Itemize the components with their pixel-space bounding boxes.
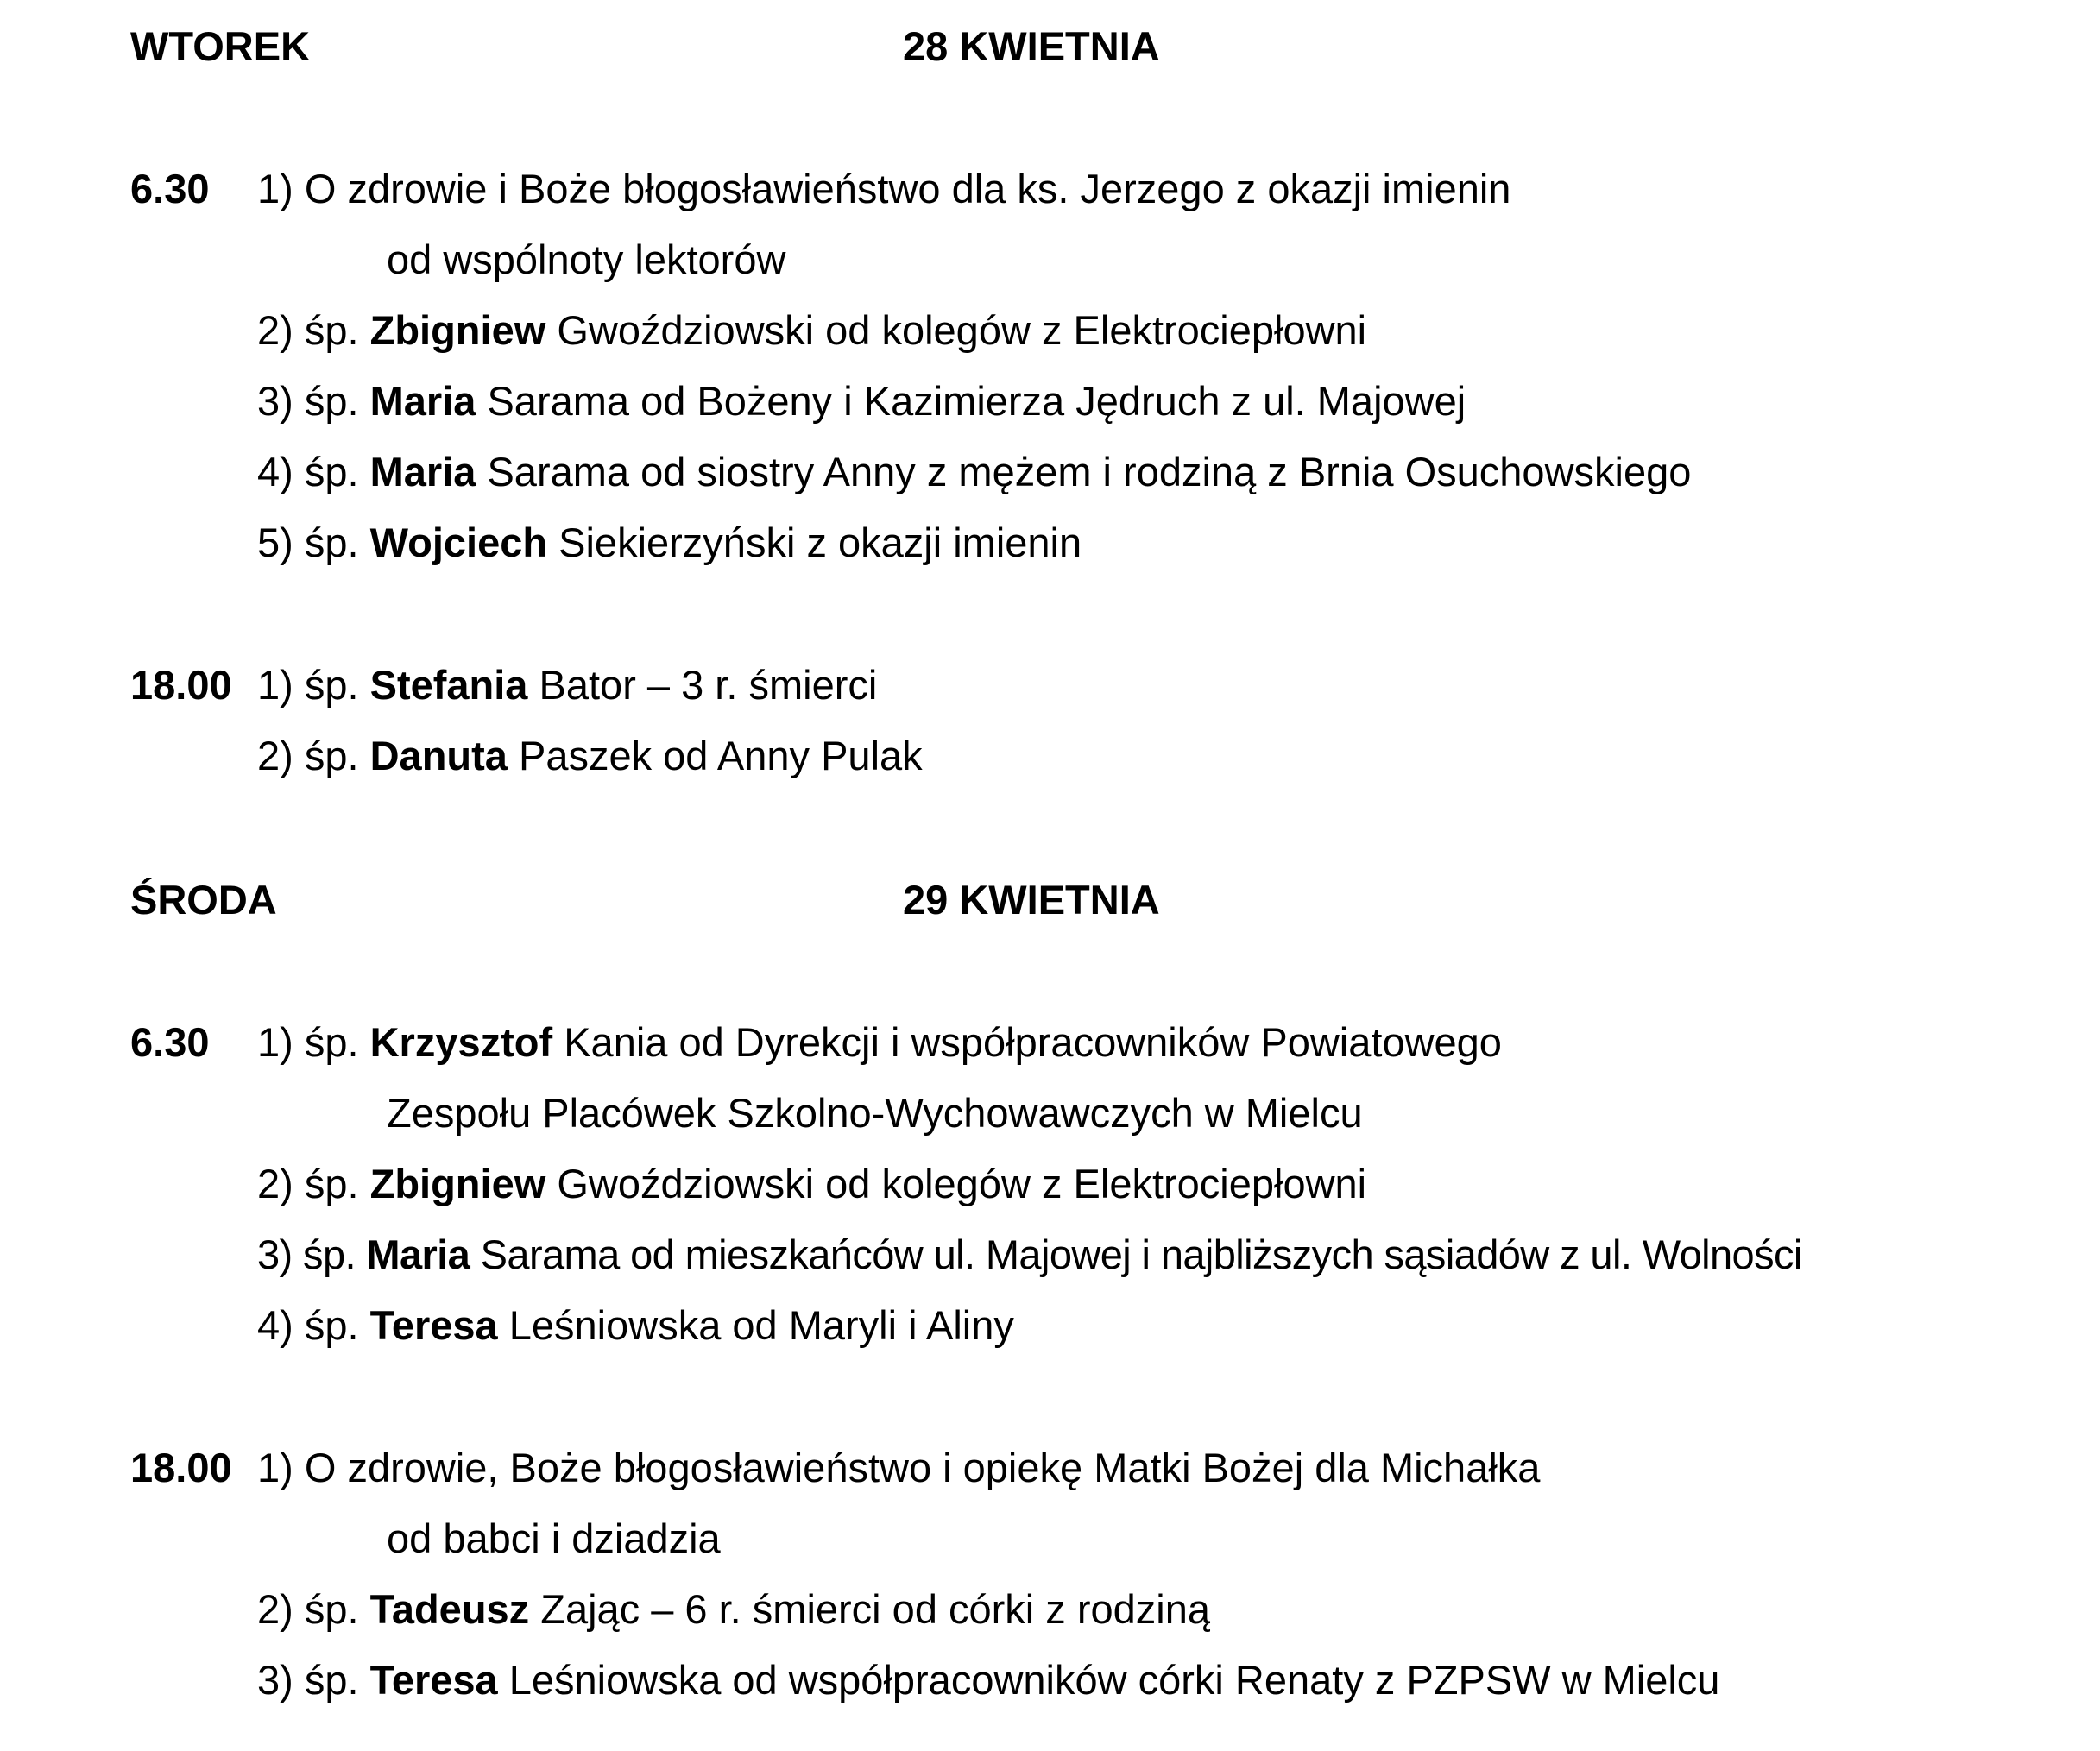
intention-rest: Leśniowska od Maryli i Aliny bbox=[508, 1302, 1014, 1348]
intention-prefix: 3) śp. bbox=[257, 1657, 359, 1703]
intention-text bbox=[257, 507, 1082, 578]
intention-text: od babci i dziadzia bbox=[387, 1515, 721, 1561]
intention-text bbox=[257, 650, 877, 721]
intention-text bbox=[257, 1290, 1014, 1361]
deceased-name: Zbigniew bbox=[369, 1161, 546, 1206]
deceased-name: Teresa bbox=[369, 1302, 498, 1348]
intention-rest: Bator – 3 r. śmierci bbox=[539, 662, 878, 708]
intention-text bbox=[257, 437, 1691, 507]
intention-rest: Gwoździowski od kolegów z Elektrociepłowni bbox=[557, 307, 1367, 353]
intention-prefix: 5) śp. bbox=[257, 520, 359, 565]
intention-prefix: 1) śp. bbox=[257, 662, 359, 708]
day-name: ŚRODA bbox=[130, 877, 277, 923]
deceased-name: Maria bbox=[369, 449, 476, 494]
intention-text: 1) O zdrowie i Boże błogosławieństwo dla ks. Jerzego z okazji imienin bbox=[257, 166, 1511, 211]
mass-time: 6.30 bbox=[130, 166, 210, 211]
intention-text bbox=[257, 721, 923, 791]
mass-time: 18.00 bbox=[130, 662, 232, 708]
day-date: 29 KWIETNIA bbox=[903, 877, 1160, 923]
intention-text: Zespołu Placówek Szkolno-Wychowawczych w Mielcu bbox=[387, 1090, 1363, 1136]
intention-text bbox=[257, 1574, 1210, 1645]
intention-prefix: 2) śp. bbox=[257, 307, 359, 353]
intention-prefix: 3) śp. bbox=[257, 378, 359, 424]
intention-prefix: 2) śp. bbox=[257, 1161, 359, 1206]
deceased-name: Maria bbox=[369, 378, 476, 424]
day-header-tuesday bbox=[130, 16, 1339, 77]
intention-rest: Paszek od Anny Pulak bbox=[518, 733, 923, 778]
intention-prefix: 4) śp. bbox=[257, 449, 359, 494]
intention-text bbox=[257, 366, 1466, 437]
intention-rest: Zając – 6 r. śmierci od córki z rodziną bbox=[540, 1586, 1211, 1632]
intention-rest: Sarama od Bożeny i Kazimierza Jędruch z ul. Majowej bbox=[487, 378, 1466, 424]
intention-rest: Gwoździowski od kolegów z Elektrociepłowni bbox=[557, 1161, 1367, 1206]
intention-rest: Sarama od siostry Anny z mężem i rodziną z Brnia Osuchowskiego bbox=[487, 449, 1692, 494]
intention-text bbox=[257, 1149, 1366, 1219]
intention-text bbox=[257, 1007, 1502, 1078]
day-header-wednesday bbox=[130, 870, 1339, 930]
intention-text: 1) O zdrowie, Boże błogosławieństwo i opiekę Matki Bożej dla Michałka bbox=[257, 1445, 1541, 1490]
intention-text bbox=[257, 1219, 1802, 1290]
deceased-name: Maria bbox=[366, 1231, 470, 1277]
intention-text bbox=[257, 295, 1366, 366]
intention-prefix: 2) śp. bbox=[257, 733, 359, 778]
intention-text bbox=[257, 1645, 1719, 1716]
intention-rest: Sarama od mieszkańców ul. Majowej i najbliższych sąsiadów z ul. Wolności bbox=[480, 1231, 1802, 1277]
intention-text: od wspólnoty lektorów bbox=[387, 236, 786, 282]
intention-prefix: 1) śp. bbox=[257, 1019, 359, 1065]
deceased-name: Krzysztof bbox=[369, 1019, 553, 1065]
deceased-name: Stefania bbox=[369, 662, 528, 708]
deceased-name: Danuta bbox=[369, 733, 508, 778]
mass-time: 6.30 bbox=[130, 1019, 210, 1065]
intention-rest: Siekierzyński z okazji imienin bbox=[558, 520, 1082, 565]
intention-prefix: 3) śp. bbox=[257, 1231, 356, 1277]
deceased-name: Tadeusz bbox=[369, 1586, 530, 1632]
intention-rest: Leśniowska od współpracowników córki Renaty z PZPSW w Mielcu bbox=[508, 1657, 1720, 1703]
deceased-name: Zbigniew bbox=[369, 307, 546, 353]
deceased-name: Teresa bbox=[369, 1657, 498, 1703]
intention-rest: Kania od Dyrekcji i współpracowników Powiatowego bbox=[564, 1019, 1502, 1065]
mass-time: 18.00 bbox=[130, 1445, 232, 1490]
intention-prefix: 4) śp. bbox=[257, 1302, 359, 1348]
day-date: 28 KWIETNIA bbox=[903, 23, 1160, 69]
intention-prefix: 2) śp. bbox=[257, 1586, 359, 1632]
day-name: WTOREK bbox=[130, 23, 311, 69]
deceased-name: Wojciech bbox=[369, 520, 548, 565]
